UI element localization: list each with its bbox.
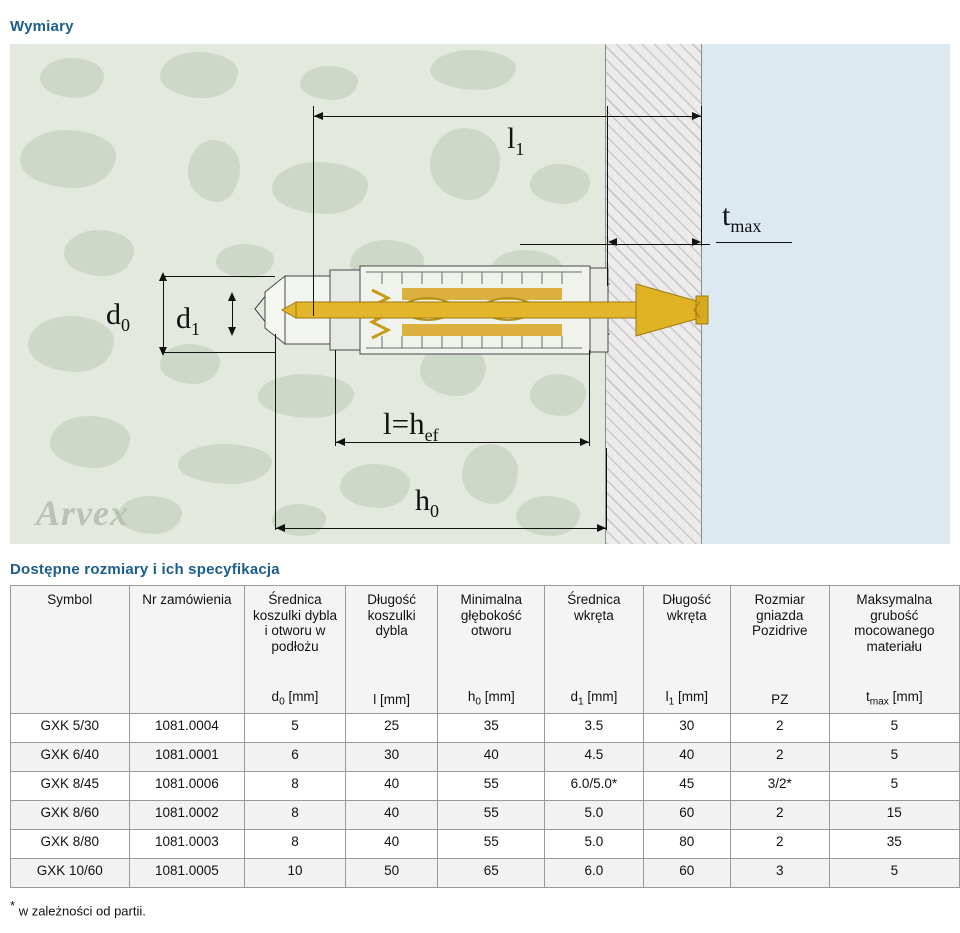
cell-h0: 55: [438, 801, 545, 830]
cell-l1: 45: [643, 772, 730, 801]
cell-d0: 8: [245, 772, 345, 801]
cell-h0: 40: [438, 743, 545, 772]
cell-pz: 2: [730, 743, 829, 772]
l1-tmax-shared-extension: [701, 106, 702, 246]
footnote-asterisk: *: [10, 898, 16, 913]
dimensions-section-title: Wymiary: [10, 18, 74, 35]
label-d0: $d_0$: [106, 298, 130, 335]
cell-d1: 5.0: [545, 830, 644, 859]
table-row: [11, 743, 960, 772]
cell-tmax: 5: [829, 859, 959, 888]
table-footnote: [10, 898, 146, 918]
hef-extension-right: [589, 350, 590, 446]
table-row: [11, 714, 960, 743]
cell-order: 1081.0004: [129, 714, 245, 743]
cell-l1: 60: [643, 801, 730, 830]
cell-order: 1081.0001: [129, 743, 245, 772]
hef-extension-left: [335, 350, 336, 446]
cell-order: 1081.0002: [129, 801, 245, 830]
cell-tmax: 5: [829, 772, 959, 801]
table-row: [11, 830, 960, 859]
cell-order: 1081.0005: [129, 859, 245, 888]
label-h0: $h_0$: [415, 484, 439, 521]
specification-table: [10, 585, 960, 888]
cell-symbol: GXK 6/40: [11, 743, 130, 772]
cell-pz: 2: [730, 801, 829, 830]
label-hef: $l=h_{ef}$: [383, 406, 439, 446]
header-sleeve-diameter: Średnica koszulki dybla i otworu w podłożu $d_0$ [mm]: [245, 586, 345, 714]
label-tmax: $t_{max}$: [722, 199, 762, 236]
footnote-text: w zależności od partii.: [18, 903, 146, 919]
cell-symbol: GXK 5/30: [11, 714, 130, 743]
brand-watermark: Arvex: [36, 493, 129, 533]
cell-l1: 30: [643, 714, 730, 743]
tmax-arrow-left: [608, 238, 617, 246]
hef-arrow-right: [580, 438, 589, 446]
h0-extension-left: [275, 334, 276, 530]
cell-l: 40: [345, 830, 438, 859]
cell-d1: 6.0: [545, 859, 644, 888]
cell-d0: 5: [245, 714, 345, 743]
h0-dimension-line: [275, 528, 606, 529]
cell-d0: 8: [245, 801, 345, 830]
cell-tmax: 5: [829, 743, 959, 772]
d0-extension-top: [163, 276, 275, 277]
cell-h0: 35: [438, 714, 545, 743]
h0-arrow-left: [276, 524, 285, 532]
tmax-arrow-right: [692, 238, 701, 246]
cell-pz: 3/2*: [730, 772, 829, 801]
cell-tmax: 5: [829, 714, 959, 743]
table-row: [11, 801, 960, 830]
d1-arrow-up: [228, 292, 236, 301]
d0-extension-bottom: [163, 352, 275, 353]
cell-d1: 5.0: [545, 801, 644, 830]
cell-d1: 3.5: [545, 714, 644, 743]
header-symbol: Symbol: [11, 586, 130, 714]
cell-d0: 8: [245, 830, 345, 859]
cell-order: 1081.0006: [129, 772, 245, 801]
table-header: [11, 586, 960, 714]
label-l1: $l_1$: [507, 122, 525, 159]
spec-section-title: Dostępne rozmiary i ich specyfikacja: [10, 561, 280, 578]
d0-dimension-line: [163, 274, 164, 354]
header-max-thickness: Maksymalna grubość mocowanego materiału $t_{max}$ [mm]: [829, 586, 959, 714]
h0-extension-right: [606, 448, 607, 530]
cell-d1: 6.0/5.0*: [545, 772, 644, 801]
cell-symbol: GXK 8/80: [11, 830, 130, 859]
header-min-hole-depth: Minimalna głębokość otworu $h_0$ [mm]: [438, 586, 545, 714]
cell-pz: 2: [730, 714, 829, 743]
l1-dimension-line: [313, 116, 701, 117]
cell-l: 30: [345, 743, 438, 772]
table-row: [11, 859, 960, 888]
h0-arrow-right: [597, 524, 606, 532]
anchor-assembly-graphic: [10, 44, 950, 544]
cell-l1: 40: [643, 743, 730, 772]
cell-symbol: GXK 8/45: [11, 772, 130, 801]
table-row: [11, 772, 960, 801]
cell-l1: 80: [643, 830, 730, 859]
cell-pz: 3: [730, 859, 829, 888]
cell-l: 50: [345, 859, 438, 888]
header-pozidrive-size: Rozmiar gniazda Pozidrive PZ: [730, 586, 829, 714]
cell-l: 40: [345, 772, 438, 801]
d1-arrow-down: [228, 327, 236, 336]
hef-dimension-line: [335, 442, 589, 443]
cell-tmax: 35: [829, 830, 959, 859]
hef-arrow-left: [336, 438, 345, 446]
cell-h0: 65: [438, 859, 545, 888]
cell-l: 40: [345, 801, 438, 830]
header-sleeve-length: Długość koszulki dybla l [mm]: [345, 586, 438, 714]
cell-l: 25: [345, 714, 438, 743]
l1-extension-left: [313, 106, 314, 316]
cell-d1: 4.5: [545, 743, 644, 772]
label-d1: $d_1$: [176, 302, 200, 339]
cell-h0: 55: [438, 772, 545, 801]
table-body: [11, 714, 960, 888]
l1-extension-right: [607, 106, 608, 286]
header-screw-diameter: Średnica wkręta $d_1$ [mm]: [545, 586, 644, 714]
cell-order: 1081.0003: [129, 830, 245, 859]
cell-l1: 60: [643, 859, 730, 888]
l1-arrow-right: [692, 112, 701, 120]
cell-symbol: GXK 10/60: [11, 859, 130, 888]
tmax-underline: [716, 242, 792, 243]
header-screw-length: Długość wkręta $l_1$ [mm]: [643, 586, 730, 714]
dimension-drawing: [10, 44, 950, 544]
cell-tmax: 15: [829, 801, 959, 830]
header-order-number: Nr zamówienia: [129, 586, 245, 714]
cell-h0: 55: [438, 830, 545, 859]
header-row: [11, 586, 960, 714]
l1-arrow-left: [314, 112, 323, 120]
cell-d0: 6: [245, 743, 345, 772]
cell-d0: 10: [245, 859, 345, 888]
cell-pz: 2: [730, 830, 829, 859]
cell-symbol: GXK 8/60: [11, 801, 130, 830]
